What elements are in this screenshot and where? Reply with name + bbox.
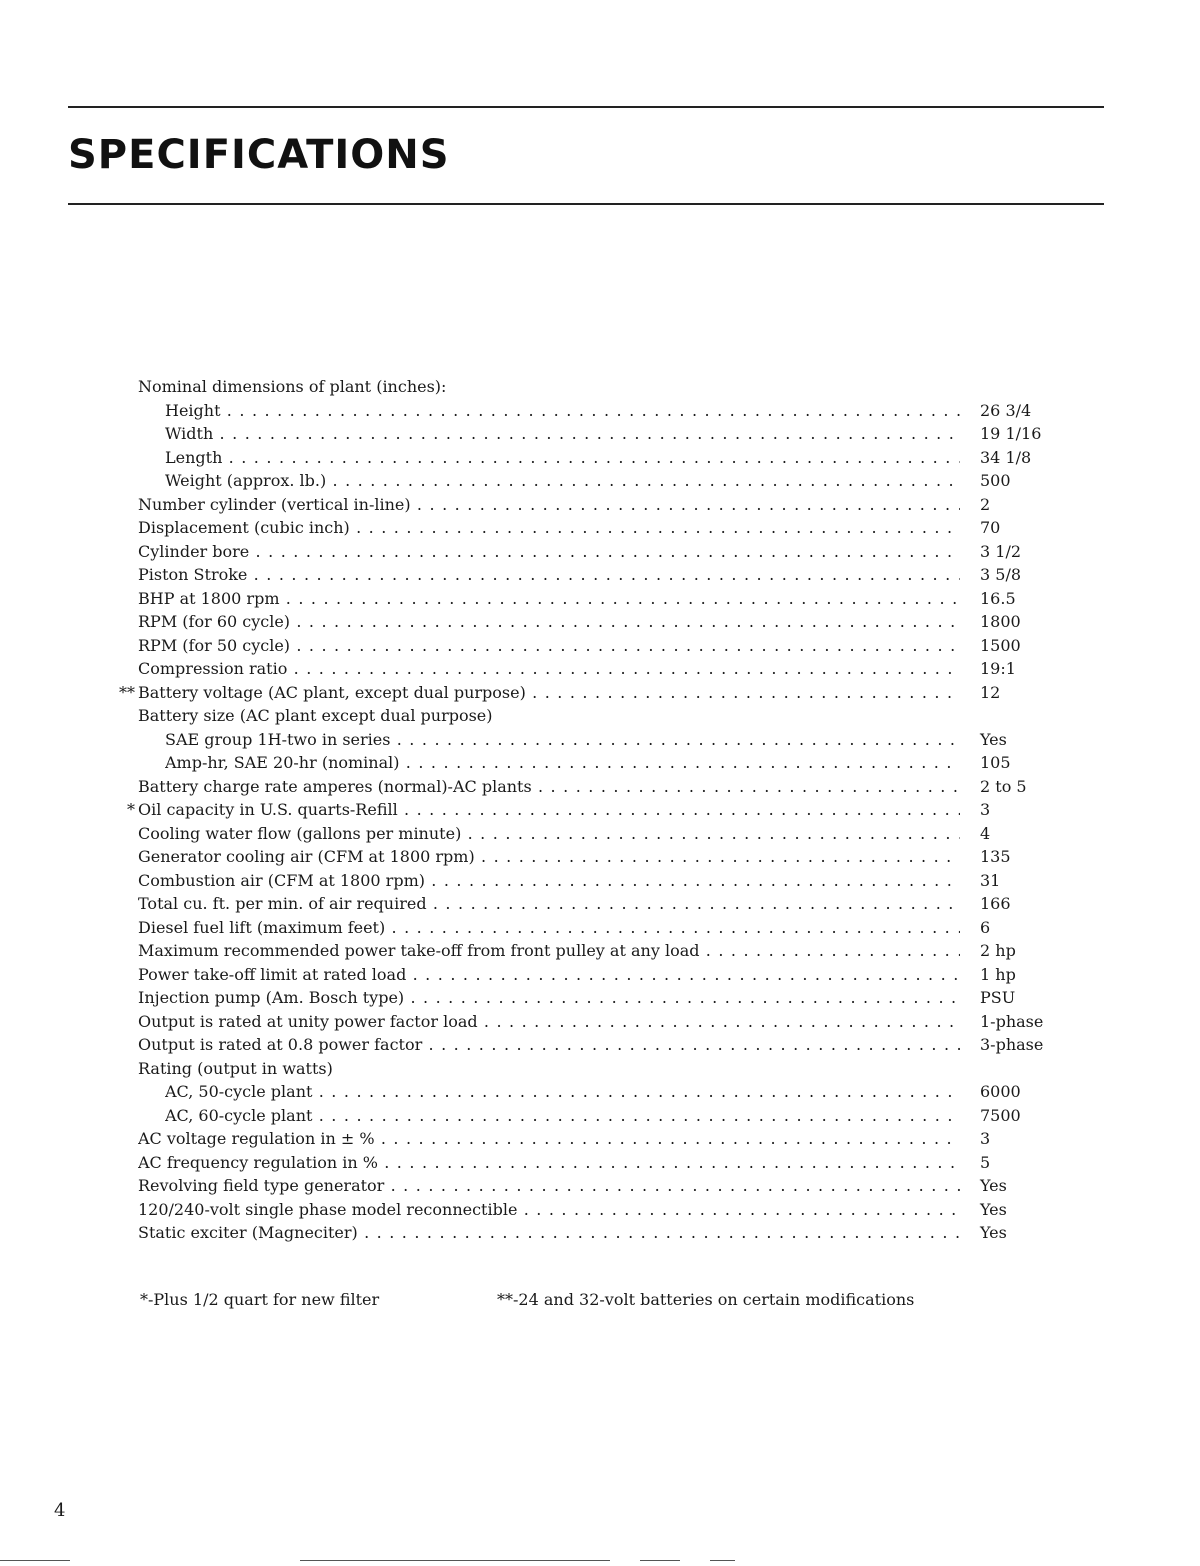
spec-label: Displacement (cubic inch) . . .: [138, 516, 960, 540]
footnote-marker: *: [127, 800, 135, 819]
spec-label: Battery voltage (AC plant, except dual purpose) . . .: [138, 681, 960, 705]
spec-row: [0, 798, 1200, 822]
spec-label: Maximum recommended power take-off from front pulley at any load . . .: [138, 939, 960, 963]
spec-label: SAE group 1H-two in series . . .: [165, 728, 960, 752]
spec-value: 34 1/8: [980, 447, 1032, 467]
spec-row: [0, 1221, 1200, 1245]
spec-row: [0, 704, 1200, 728]
spec-row: [0, 916, 1200, 940]
spec-row: [0, 1033, 1200, 1057]
spec-value: 2 hp: [980, 941, 1016, 960]
scan-artifact-line: [640, 1560, 680, 1561]
spec-label: Total cu. ft. per min. of air required . . .: [138, 892, 960, 916]
spec-label: Output is rated at 0.8 power factor . . .: [138, 1033, 960, 1057]
top-rule: [68, 106, 1104, 108]
spec-value: 19:1: [980, 659, 1016, 678]
footnote-battery-voltage: **-24 and 32-volt batteries on certain modifications: [497, 1290, 915, 1309]
page-number: 4: [54, 1500, 66, 1521]
spec-row: [0, 657, 1200, 681]
spec-value: 1500: [980, 635, 1021, 655]
spec-value: 70: [980, 518, 1001, 537]
spec-row: [0, 939, 1200, 963]
spec-value: 26 3/4: [980, 400, 1032, 420]
spec-row: [0, 1198, 1200, 1222]
spec-label: Compression ratio . . .: [138, 657, 960, 681]
spec-label: Nominal dimensions of plant (inches):: [138, 375, 960, 399]
spec-label: Injection pump (Am. Bosch type) . . .: [138, 986, 960, 1010]
spec-row: [0, 540, 1200, 564]
spec-value: 2: [980, 494, 991, 514]
spec-value: 1800: [980, 612, 1021, 631]
spec-value: 2 to 5: [980, 776, 1027, 796]
spec-value: Yes: [980, 1223, 1007, 1242]
spec-value: 19 1/16: [980, 424, 1042, 443]
spec-label: Battery charge rate amperes (normal)-AC plants . . .: [138, 775, 960, 799]
spec-label: AC, 60-cycle plant . . .: [165, 1104, 960, 1128]
spec-label: Cooling water flow (gallons per minute) . . .: [138, 822, 960, 846]
spec-row: [0, 869, 1200, 893]
spec-value: 3 1/2: [980, 541, 1022, 561]
spec-label: Length . . .: [165, 446, 960, 470]
spec-row: [0, 1127, 1200, 1151]
spec-label: Amp-hr, SAE 20-hr (nominal) . . .: [165, 751, 960, 775]
spec-row: [0, 1174, 1200, 1198]
spec-label: Power take-off limit at rated load . . .: [138, 963, 960, 987]
spec-label: Rating (output in watts): [138, 1057, 960, 1081]
spec-value: 7500: [980, 1105, 1021, 1125]
spec-label: Generator cooling air (CFM at 1800 rpm) . . .: [138, 845, 960, 869]
spec-value: 1-phase: [980, 1011, 1044, 1031]
spec-row: [0, 1080, 1200, 1104]
spec-label: RPM (for 50 cycle) . . .: [138, 634, 960, 658]
specification-list: [0, 375, 1200, 1245]
spec-label: Diesel fuel lift (maximum feet) . . .: [138, 916, 960, 940]
spec-label: AC, 50-cycle plant . . .: [165, 1080, 960, 1104]
spec-row: [0, 1151, 1200, 1175]
spec-label: Oil capacity in U.S. quarts-Refill . . .: [138, 798, 960, 822]
spec-row: [0, 563, 1200, 587]
title-underline-rule: [68, 203, 1104, 205]
spec-row: [0, 1057, 1200, 1081]
spec-label: Cylinder bore . . .: [138, 540, 960, 564]
spec-label: Height . . .: [165, 399, 960, 423]
spec-row: [0, 728, 1200, 752]
spec-value: 166: [980, 894, 1011, 913]
spec-row: [0, 422, 1200, 446]
spec-row: [0, 775, 1200, 799]
spec-row: [0, 493, 1200, 517]
spec-row: [0, 963, 1200, 987]
spec-label: Output is rated at unity power factor load . . .: [138, 1010, 960, 1034]
page-title: SPECIFICATIONS: [68, 132, 450, 178]
spec-row: [0, 399, 1200, 423]
spec-value: 1 hp: [980, 964, 1016, 984]
spec-row: [0, 1010, 1200, 1034]
footnote-marker: **: [119, 682, 135, 702]
spec-value: 6000: [980, 1082, 1021, 1101]
spec-value: 3 5/8: [980, 565, 1022, 584]
spec-label: Battery size (AC plant except dual purpose): [138, 704, 960, 728]
spec-row: [0, 986, 1200, 1010]
spec-row: [0, 446, 1200, 470]
spec-label: Number cylinder (vertical in-line) . . .: [138, 493, 960, 517]
spec-value: 6: [980, 917, 991, 937]
scan-artifact-line: [0, 1560, 70, 1561]
spec-label: Combustion air (CFM at 1800 rpm) . . .: [138, 869, 960, 893]
spec-value: 16.5: [980, 588, 1016, 608]
footnote-oil-filter: *-Plus 1/2 quart for new filter: [140, 1290, 380, 1309]
spec-label: BHP at 1800 rpm . . .: [138, 587, 960, 611]
spec-value: Yes: [980, 1176, 1007, 1195]
spec-value: 3-phase: [980, 1035, 1044, 1054]
spec-row: [0, 469, 1200, 493]
spec-row: [0, 822, 1200, 846]
spec-value: Yes: [980, 1199, 1007, 1219]
spec-value: 3: [980, 1129, 991, 1148]
spec-row: [0, 634, 1200, 658]
spec-value: 12: [980, 682, 1001, 702]
spec-label: Width . . .: [165, 422, 960, 446]
spec-label: Weight (approx. lb.) . . .: [165, 469, 960, 493]
spec-row: [0, 587, 1200, 611]
spec-value: 500: [980, 471, 1011, 490]
spec-value: 105: [980, 753, 1011, 772]
spec-label: AC frequency regulation in % . . .: [138, 1151, 960, 1175]
spec-label: AC voltage regulation in ± % . . .: [138, 1127, 960, 1151]
spec-row: [0, 681, 1200, 705]
scan-artifact-line: [300, 1560, 610, 1561]
spec-value: PSU: [980, 988, 1016, 1007]
spec-row: [0, 375, 1200, 399]
spec-label: RPM (for 60 cycle) . . .: [138, 610, 960, 634]
spec-value: 3: [980, 800, 991, 819]
spec-row: [0, 1104, 1200, 1128]
scan-artifact-line: [710, 1560, 735, 1561]
spec-value: 31: [980, 870, 1001, 890]
spec-value: Yes: [980, 729, 1007, 749]
spec-value: 135: [980, 847, 1011, 866]
spec-label: Piston Stroke . . .: [138, 563, 960, 587]
spec-row: [0, 516, 1200, 540]
spec-row: [0, 845, 1200, 869]
spec-row: [0, 751, 1200, 775]
spec-row: [0, 892, 1200, 916]
spec-row: [0, 610, 1200, 634]
spec-value: 4: [980, 823, 991, 843]
spec-value: 5: [980, 1152, 991, 1172]
spec-label: Revolving field type generator . . .: [138, 1174, 960, 1198]
spec-label: 120/240-volt single phase model reconnectible . . .: [138, 1198, 960, 1222]
spec-label: Static exciter (Magneciter) . . .: [138, 1221, 960, 1245]
